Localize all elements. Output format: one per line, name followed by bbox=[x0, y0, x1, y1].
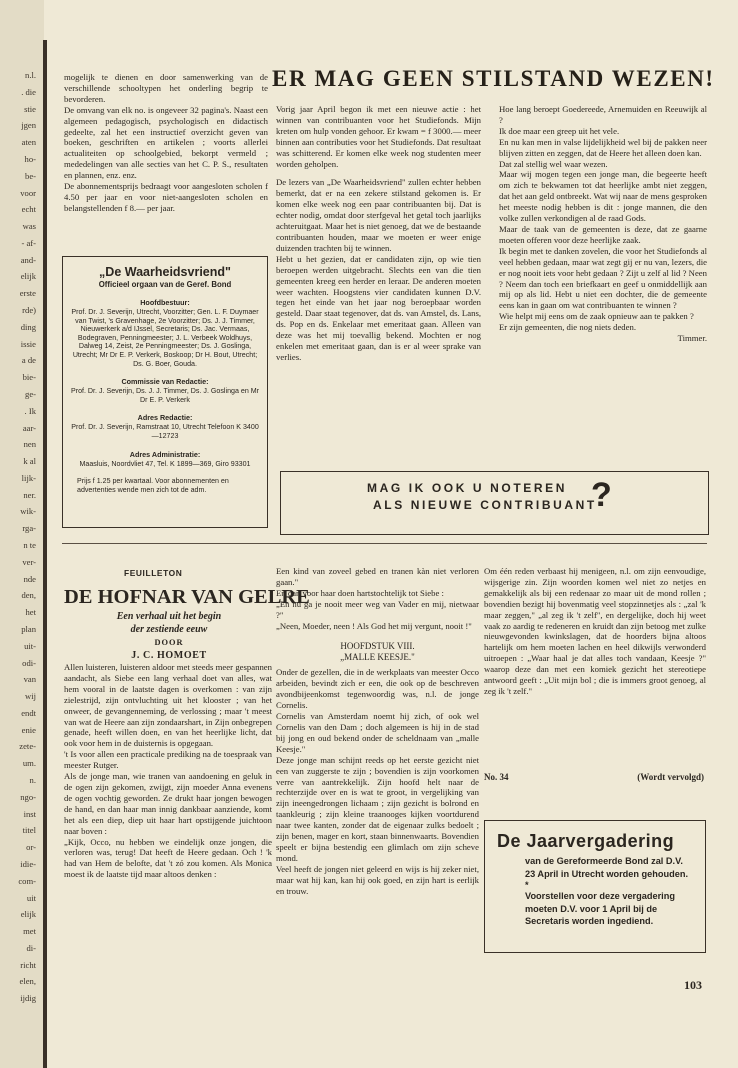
gutter-text-fragment: issie bbox=[20, 338, 36, 349]
intro-column bbox=[64, 72, 268, 214]
callout-line-2: ALS NIEUWE CONTRIBUANT bbox=[373, 498, 597, 512]
page-number: 103 bbox=[684, 978, 702, 992]
gutter-text-fragment: idie- bbox=[20, 858, 36, 869]
gutter-text-fragment: uit- bbox=[24, 640, 36, 651]
contribuant-callout-box bbox=[280, 471, 709, 535]
gutter-text-fragment: n te bbox=[23, 540, 36, 550]
gutter-text-fragment: plan bbox=[21, 623, 36, 634]
gutter-text-fragment: elen, bbox=[19, 976, 36, 987]
byline-door: DOOR bbox=[154, 638, 184, 647]
gutter-text-fragment: a de bbox=[21, 355, 36, 366]
waarheidsvriend-masthead-box bbox=[62, 256, 268, 528]
gutter-text-fragment: echt bbox=[21, 204, 36, 215]
gutter-text-fragment: was bbox=[22, 221, 36, 232]
gutter-text-fragment: nde bbox=[23, 573, 36, 584]
feuilleton-column-2 bbox=[276, 566, 479, 896]
article-paragraph: Maar wij mogen tegen een jonge man, die begeerte heeft om zich te bekwamen tot dat heerlijke ambt niet zeggen, dat het aan geld ontbreekt. Wat wij naar de mens gesproken het meeste nodig hebben is dit : jonge mannen, die den volke zullen verkondigen al de raad Gods. bbox=[499, 169, 707, 224]
feuilleton-title: DE HOFNAR VAN GELRE bbox=[64, 586, 310, 608]
gutter-text-fragment: den, bbox=[21, 590, 36, 601]
gutter-text-fragment: richt bbox=[20, 959, 36, 970]
intro-paragraph: De abonnementsprijs bedraagt voor aangesloten scholen f 4.50 per jaar en voor niet-aangesloten scholen en belangstellenden f 8.— per jaar. bbox=[64, 181, 268, 213]
gutter-text-fragment: ner. bbox=[23, 489, 36, 500]
feuilleton-column-1 bbox=[64, 662, 272, 880]
page-fold-line bbox=[43, 40, 47, 1068]
story-paragraph: „En nu ga je nooit meer weg van Vader en mij, nietwaar ?" bbox=[276, 598, 479, 620]
feuilleton-label: FEUILLETON bbox=[124, 568, 183, 578]
article-paragraph: En nu kan men in valse lijdelijkheid wel bij de pakken neer blijven zitten en zeggen, dat de Heere het alleen doen kan. bbox=[499, 136, 707, 158]
installment-number: No. 34 bbox=[484, 772, 509, 782]
to-be-continued: (Wordt vervolgd) bbox=[637, 772, 704, 782]
editorial-committee: Prof. Dr. J. Severijn, Ds. J. J. Timmer, Ds. J. Goslinga en Mr Dr E. P. Verkerk bbox=[70, 387, 260, 404]
gutter-text-fragment: um. bbox=[22, 758, 36, 769]
gutter-text-fragment: . Ik bbox=[24, 405, 36, 416]
feuilleton-subtitle bbox=[64, 610, 274, 636]
gutter-text-fragment: be- bbox=[25, 170, 36, 181]
gutter-text-fragment: k al bbox=[23, 456, 36, 467]
previous-page-gutter bbox=[0, 0, 44, 1068]
story-paragraph: „Kijk, Occo, nu hebben we eindelijk onze jongen, die verloren was, terug! Dat heeft de Heere gedaan. Och ! 'k had van Hem de belofte, dat 't zó zou komen. Als Monica moest ik de laatste tijd maar altoos denken : bbox=[64, 836, 272, 880]
gutter-text-fragment: . die bbox=[21, 86, 36, 97]
board-members: Prof. Dr. J. Severijn, Utrecht, Voorzitter; Gen. L. F. Duymaer van Twist, 's Gravenhage, 2e Voorzitter; Ds. J. J. Timmer, Nieuwerkerk a/d IJssel, Secretaris; Ds. Jac. Vermaas, Bodegraven, Penningmeester; J. L. Verbeek Woldhuys, Dalweg 14, Zeist, 2e Penningmeester; Ds. J. Goslinga, Utrecht; Mr Dr E. P. Verkerk, Boskoop; Dr H. Bout, Utrecht; Ds. G. Boer, Gouda. bbox=[71, 308, 259, 368]
story-paragraph: Veel heeft de jongen niet geleerd en wijs is hij zeker niet, maar wat hij kan, kan hij ook goed, en zijn hart is eerlijk en trouw. bbox=[276, 863, 479, 896]
administration-address: Maasluis, Noordvliet 47, Tel. K 1899—369, Giro 93301 bbox=[79, 459, 251, 468]
gutter-text-fragment: bie- bbox=[22, 372, 36, 383]
subtitle-line-1: Een verhaal uit het begin bbox=[116, 611, 222, 622]
editorial-address: Prof. Dr. J. Severijn, Ramstraat 10, Utrecht Telefoon K 3400—12723 bbox=[71, 423, 259, 440]
gutter-text-fragment: elijk bbox=[20, 909, 36, 920]
gutter-text-fragment: voor bbox=[20, 187, 36, 198]
gutter-text-fragment: and- bbox=[20, 254, 36, 265]
article-paragraph: Er zijn gemeenten, die nog niets deden. bbox=[499, 322, 637, 333]
author-signature: Timmer. bbox=[677, 333, 707, 344]
board-heading: Hoofdbestuur: bbox=[140, 298, 190, 307]
gutter-text-fragment: - af- bbox=[21, 237, 36, 248]
article-headline: ER MAG GEEN STILSTAND WEZEN! bbox=[272, 66, 715, 91]
annual-meeting-box bbox=[484, 820, 706, 953]
article-paragraph: Hoe lang beroept Goedereede, Arnemuiden en Reeuwijk al ? bbox=[499, 104, 707, 125]
gutter-text-fragment: enie bbox=[21, 724, 36, 735]
intro-paragraph: De omvang van elk no. is ongeveer 32 pagina's. Naast een algemeen pedagogisch, psychologisch en didactisch gedeelte, zal het een instructief overzicht geven van boeken, geschriften en artikelen ; voorts allerlei actualiteiten op schoolgebied, bekorpt vermeld ; mededelingen van alle secties van het C. P. S., resultaten en plannen, enz. enz. bbox=[64, 104, 268, 181]
gutter-text-fragment: zete- bbox=[19, 741, 36, 752]
gutter-text-fragment: jgen bbox=[21, 120, 36, 131]
story-paragraph: En dan voor haar doen hartstochtelijk tot Siebe : bbox=[276, 587, 444, 598]
story-paragraph: „Neen, Moeder, neen ! Als God het mij vergunt, nooit !" bbox=[276, 620, 472, 631]
gutter-text-fragment: titel bbox=[22, 825, 36, 836]
gutter-text-fragment: rga- bbox=[22, 523, 36, 534]
story-paragraph: Allen luisteren, luisteren aldoor met steeds meer gespannen aandacht, als Siebe een lang verhaal doet van alles, wat hem vooral in de laatste dagen is overkomen : van zijn zielestrijd, zijn ontvluchting uit het klooster ; van het onweer, de gevangenneming, de verlossing ; maar 't meest van wat de Heere aan zijn zondaarshart, in Zijn onbegrepen genade, heeft willen doen, en van het heerlijke licht, dat ook voor hem in de duisternis is opgegaan. bbox=[64, 662, 272, 749]
story-paragraph: 't Is voor allen een practicale prediking na de toespraak van meester Rutger. bbox=[64, 749, 272, 771]
gutter-text-fragment: endt bbox=[21, 707, 36, 718]
gutter-text-fragment: rde) bbox=[22, 305, 36, 315]
section-divider bbox=[62, 543, 707, 544]
article-paragraph: Dat zal stellig wel waar wezen. bbox=[499, 158, 608, 169]
story-paragraph: Om één reden verbaast hij menigeen, n.l. om zijn eenvoudige, wijsgerige zin. Zijn woorden komen wel niet zo netjes en gemakkelijk als bij een redenaar zo maar uit de mond rollen ; bovendien bezigt hij bovenmatig veel stopzinnetjes als : „zal 'k maar zeggen," „al zeg ik 't zelf", en dergelijke, doch hij weet vaak zo aardig te redeneren en kruidt dan zijn betoog met zulke nieuwgevonden kwinkslagen, dat de hoorders bijna altoos hartelijk om hem moeten lachen en heel dikwijls verwonderd uitroepen : „Waar haal je dat alles toch vandaan, Keesje ?" waarop deze dan met een komiek gezicht het stereotiepe antwoord geeft : „Uit mijn bol ; die is immers groot genoeg, al zeg ik 't zelf." bbox=[484, 566, 706, 696]
article-column-middle bbox=[276, 104, 481, 363]
story-paragraph: Als de jonge man, wie tranen van aandoening en geluk in de ogen zijn gekomen, zwijgt, zijn moeder Anna evenens de ogen vochtig geworden. Ze drukt haar jongen bewogen de hand, en dan haar man innig dankbaar aanziende, komt het als een diep, diep uit haar hart opstijgende juichtoon naar boven : bbox=[64, 771, 272, 836]
gutter-text-fragment: van bbox=[23, 674, 36, 685]
gutter-text-fragment: n.l. bbox=[25, 70, 36, 80]
story-paragraph: Cornelis van Amsterdam noemt hij zich, of ook wel Cornelis van den Dam ; doch algemeen is hij in de stad bij jong en oud bekend onder de scheldnaam van „malle Keesje." bbox=[276, 711, 479, 754]
gutter-text-fragment: aten bbox=[21, 137, 36, 148]
annual-meeting-text: van de Gereformeerde Bond zal D.V. 23 April in Utrecht worden gehouden. bbox=[525, 856, 689, 879]
gutter-text-fragment: stie bbox=[24, 103, 36, 114]
gutter-text-fragment: met bbox=[23, 926, 36, 937]
article-paragraph: Ik doe maar een greep uit het vele. bbox=[499, 125, 620, 136]
story-paragraph: Deze jonge man schijnt reeds op het eerste gezicht niet een van zuggerste te zijn ; bovendien is zijn voorkomen verre van aantrekkelijk. Zijn hoofd helt naar de rechterzijde over en is wat te groot, in vergelijking van zijn ineengedrongen lichaam ; zijn gezicht is bolrond en taankleurig ; zijn kleine traanooges kijken voortdurend naar twee kanten, zonder dat de eigenaar zulks bedoelt ; zijn benen, mager en kort, staan binnenwaarts. Bovendien speelt er bijna bestendig een glimlach om zijn scheve mond. bbox=[276, 754, 479, 863]
feuilleton-author: J. C. HOMOET bbox=[131, 650, 207, 661]
article-column-right bbox=[499, 104, 707, 344]
callout-line-1: MAG IK OOK U NOTEREN bbox=[367, 481, 568, 495]
gutter-text-fragment: het bbox=[25, 607, 36, 618]
gutter-text-fragment: ijdig bbox=[20, 993, 36, 1004]
proposals-notice: Voorstellen voor deze vergadering moeten D.V. voor 1 April bij de Secretaris worden ingediend. bbox=[525, 891, 675, 927]
gutter-text-fragment: di- bbox=[26, 942, 36, 953]
chapter-heading: HOOFDSTUK VIII. bbox=[340, 641, 415, 652]
gutter-text-fragment: ver- bbox=[22, 556, 36, 567]
feuilleton-column-3 bbox=[484, 566, 706, 697]
article-paragraph: Hebt u het gezien, dat er candidaten zijn, op wie tien beroepen werden uitgebracht. Slechts een van die tien gemeenten kreeg een herder en leraar. De anderen moeten weer wachten. Hoogstens vier candidaten kunnen D.V. tegen het einde van het jaar nog beroepbaar worden gesteld. Daar staat tegenover, dat ds. van Amstel, ds. Lans, ds. Pop en ds. Enkelaar met emeritaat gaan. Alleen van deze was het mij toevallig bekend. Mochten er nog enkelen met emeritaat gaan, dan is er al weer sprake van verlies. bbox=[276, 253, 481, 362]
article-paragraph: Vorig jaar April begon ik met een nieuwe actie : het winnen van contribuanten voor het Studiefonds. Mijn kreten om hulp vonden gehoor. Er kwam = f 3000.— meer binnen aan contributies voor het Studiefonds. Dat resultaat was schitterend. Er komen elke week nog studenten meer worden geholpen. bbox=[276, 104, 481, 169]
gutter-text-fragment: ngo- bbox=[20, 791, 36, 802]
gutter-text-fragment: wij bbox=[25, 691, 36, 702]
article-paragraph: Maar de taak van de gemeenten is deze, dat ze gaarne moeten offeren voor deze heerlijke zaak. bbox=[499, 223, 707, 245]
gutter-text-fragment: erste bbox=[19, 288, 36, 299]
gutter-text-fragment: uit bbox=[26, 892, 36, 903]
editorial-committee-heading: Commissie van Redactie: bbox=[121, 377, 209, 387]
gutter-text-fragment: inst bbox=[23, 808, 36, 819]
gutter-text-fragment: ge- bbox=[25, 388, 36, 399]
gutter-text-fragment: lijk- bbox=[21, 472, 36, 483]
story-paragraph: Een kind van zoveel gebed en tranen kàn niet verloren gaan." bbox=[276, 566, 479, 587]
gutter-text-fragment: elijk bbox=[20, 271, 36, 282]
annual-meeting-title: De Jaarvergadering bbox=[497, 831, 675, 851]
intro-paragraph: mogelijk te dienen en door samenwerking van de verschillende schooltypen het onderling begrip te bevorderen. bbox=[64, 72, 268, 104]
gutter-text-fragment: or- bbox=[26, 842, 36, 853]
subtitle-line-2: der zestiende eeuw bbox=[130, 624, 208, 635]
separator-star: * bbox=[525, 880, 529, 891]
gutter-text-fragment: nen bbox=[23, 439, 36, 450]
article-paragraph: De lezers van „De Waarheidsvriend" zullen echter hebben bemerkt, dat er na een zekere stilstand gekomen is. Er komen elke week nog een paar contribuanten bij. Dat is echter nodig, omdat door sterfgeval het getal toch jaarlijks achteruitgaat. Maar het is niet genoeg, dat we de bestaande contribuanten houden, maar we moeten er weer enige duizenden trachten bij te winnen. bbox=[276, 177, 481, 253]
gutter-text-fragment: n. bbox=[29, 775, 36, 785]
masthead-subtitle: Officieel orgaan van de Geref. Bond bbox=[98, 280, 232, 289]
installment-line bbox=[484, 772, 704, 782]
article-paragraph: Wie helpt mij eens om de zaak opnieuw aan te pakken ? bbox=[499, 311, 694, 322]
gutter-text-fragment: aar- bbox=[22, 422, 36, 433]
story-paragraph: Onder de gezellen, die in de werkplaats van meester Occo arbeiden, bevindt zich er een, die ook op de beschreven avondbijeenkomst tegenwoordig was, n.l. de jonge Cornelis. bbox=[276, 667, 479, 711]
administration-address-heading: Adres Administratie: bbox=[129, 449, 201, 459]
gutter-text-fragment: ho- bbox=[24, 153, 36, 164]
gutter-text-fragment: ding bbox=[20, 321, 36, 332]
gutter-text-fragment: com- bbox=[18, 875, 36, 886]
subscription-price: Prijs f 1.25 per kwartaal. Voor abonnementen en advertenties wende men zich tot de adm. bbox=[77, 477, 229, 494]
masthead-title: „De Waarheidsvriend" bbox=[99, 265, 231, 279]
gutter-text-fragment: wik- bbox=[20, 506, 36, 517]
chapter-title: „MALLE KEESJE." bbox=[340, 652, 415, 663]
gutter-text-fragment: odi- bbox=[22, 657, 36, 668]
question-mark-icon: ? bbox=[591, 476, 612, 514]
editorial-address-heading: Adres Redactie: bbox=[137, 413, 193, 423]
article-paragraph: Ik begin met te danken zovelen, die voor het Studiefonds al veel hebben gedaan, maar wat zegt gij er nu van, lezers, die er nog nooit iets voor hebt gedaan ? Zijt u zelf al lid ? Neen ? Neem dan toch een briefkaart en geef u onmiddellijk aan mij op als lid. Hebt u niet een dochter, die de gemeente eens kan in gaan om wat contribuanten te winnen ? bbox=[499, 245, 707, 311]
